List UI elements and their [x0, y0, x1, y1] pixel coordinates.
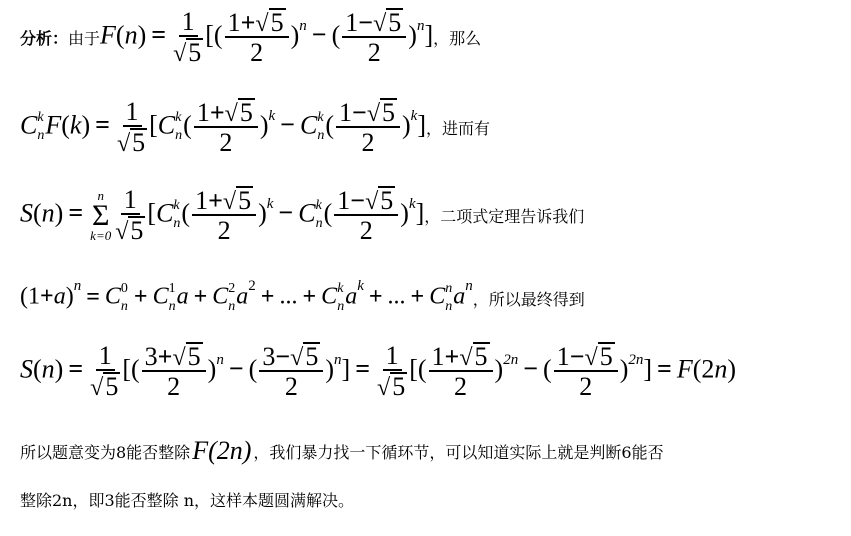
formula-5-body: S(n) = 1 √ 5 [( 3+ √ 5 2 )$^n$ − ( 3− √ 5 2 )$^n$] = 1 √ 5 [( 1+ √ 5 2 )$^{2n}$ − ( 1− √ 5 2 )$^{2n}$] = F(2n) — [20, 341, 737, 402]
formula-4-suffix: ，所以最终得到 — [472, 289, 585, 309]
conclusion-line-2-text: 整除2n，即3能否整除 n，这样本题圆满解决。 — [20, 491, 355, 510]
formula-2-suffix: ，进而有 — [426, 118, 491, 138]
conclusion-math: F(2n) — [192, 436, 252, 465]
conclusion-prefix: 所以题意变为8能否整除 — [20, 442, 191, 462]
formula-1-body: F(n) = 1 √ 5 [( 1+ √ 5 2 )$^n$ − ( 1− √ 5 2 )$^n$] — [100, 7, 434, 68]
formula-1-suffix: ，那么 — [433, 28, 482, 48]
formula-line-2 — [20, 98, 490, 157]
conclusion-line-1 — [20, 436, 664, 466]
formula-3-suffix: ，二项式定理告诉我们 — [424, 206, 585, 226]
formula-2-body: C k n F(k) = 1 √ 5 [C k n ( 1+ √ 5 2 )$^k$ − C k n ( 1− √ 5 2 )$^k$] — [20, 97, 427, 158]
conclusion-line-2 — [20, 488, 354, 511]
formula-line-5 — [20, 342, 736, 401]
formula-line-3 — [20, 186, 584, 245]
formula-4-body: $(1+a)^n = C$ 0 n + C 1 n a + C 2 n $a^2$ + ... + C k n $a^k$ + ... + C n n $a^n$ — [20, 278, 473, 314]
formula-line-4 — [20, 278, 585, 314]
formula-1-prefix: 由于 — [68, 28, 101, 48]
analysis-label: 分析： — [20, 28, 69, 48]
conclusion-suffix: ，我们暴力找一下循环节，可以知道实际上就是判断6能否 — [253, 442, 664, 462]
formula-line-1 — [20, 8, 481, 67]
formula-3-body: S(n) = n Σ k=0 1 √ 5 [C k n ( 1+ √ 5 2 )$^k$ − C k n ( 1− √ 5 2 )$^k$] — [20, 185, 425, 246]
